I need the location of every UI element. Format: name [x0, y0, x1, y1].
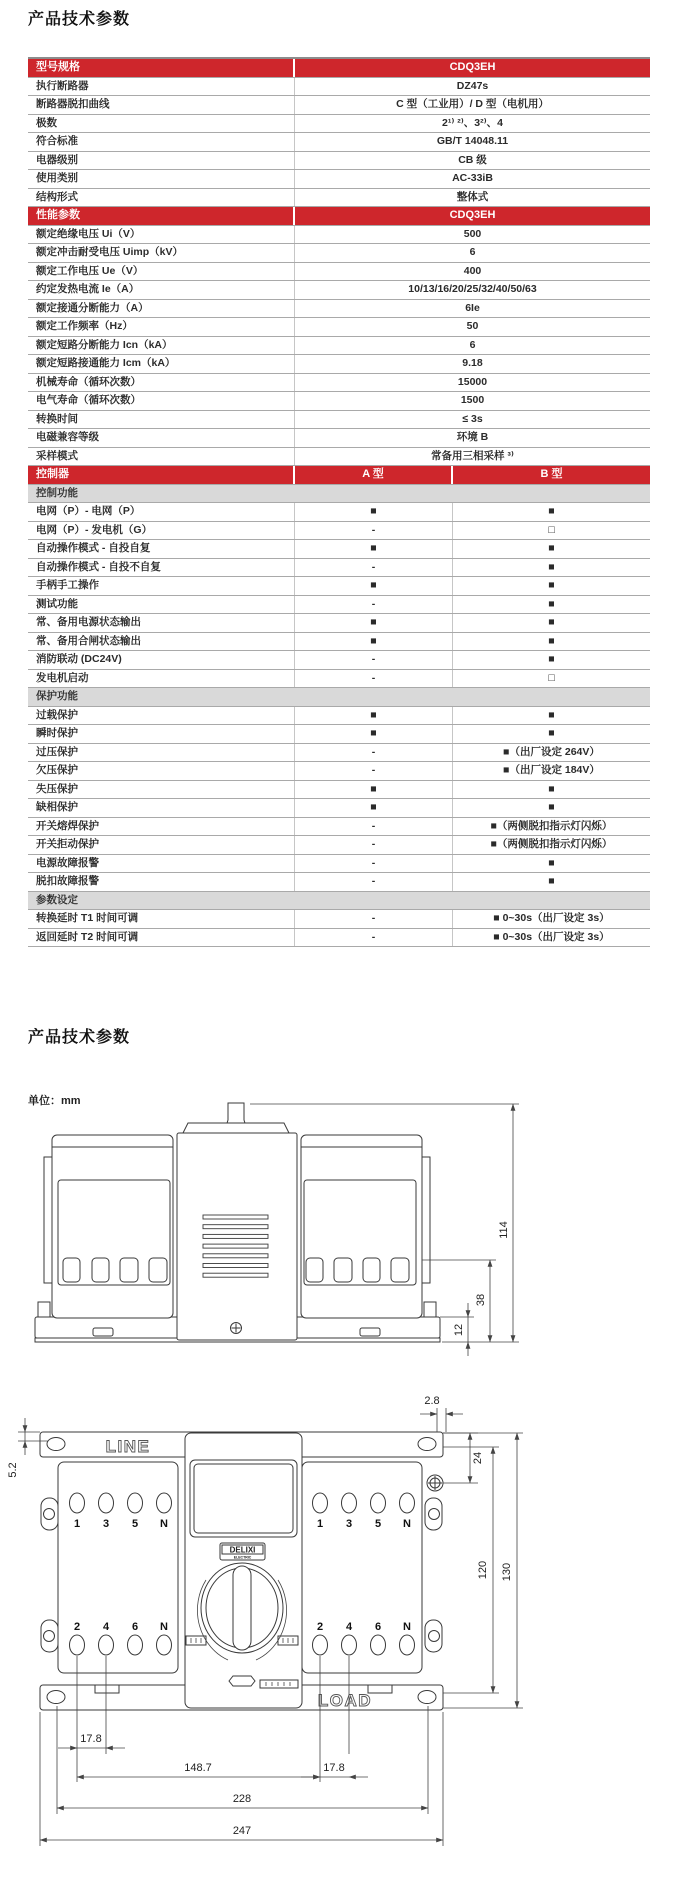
table-row: [28, 170, 650, 189]
spec-table: [28, 57, 650, 947]
col-b-value: ■（两侧脱扣指示灯闪烁）: [490, 819, 613, 832]
table-row: [28, 929, 650, 948]
row-label: 额定短路分断能力 Icn（kA）: [28, 337, 295, 355]
table-row: [28, 392, 650, 411]
col-a-value: ■: [295, 614, 453, 632]
table-row: [28, 263, 650, 282]
dim-plate-offset: 5.2: [7, 1462, 19, 1478]
col-a-value: -: [295, 596, 453, 614]
col-b-value: ■: [548, 782, 555, 795]
table-header-row: [28, 466, 650, 485]
row-value: CB 级: [458, 153, 487, 166]
col-b-value: B 型: [540, 468, 563, 480]
col-a-value: ■: [295, 577, 453, 595]
row-label: 电气寿命（循环次数）: [28, 392, 295, 410]
dim-overall-height: 114: [498, 1221, 510, 1239]
top-view-drawing: [0, 1390, 678, 1870]
table-row: [28, 614, 650, 633]
table-row: [28, 781, 650, 800]
col-b-value: ■: [548, 542, 555, 554]
table-row: [28, 522, 650, 541]
table-row: [28, 799, 650, 818]
row-label: 额定工作电压 Ue（V）: [28, 263, 295, 281]
row-label: 失压保护: [28, 781, 295, 799]
col-a-value: ■: [295, 540, 453, 558]
row-value: 50: [466, 320, 479, 332]
row-label: 欠压保护: [28, 762, 295, 780]
row-label: 电源故障报警: [28, 855, 295, 873]
table-row: [28, 226, 650, 245]
table-row: [28, 448, 650, 467]
front-elevation-drawing: [0, 1100, 678, 1390]
table-row: [28, 744, 650, 763]
svg-text:3: 3: [102, 1518, 110, 1530]
col-b-value: ■ 0~30s（出厂设定 3s）: [493, 912, 610, 924]
knob-grip: [233, 1566, 251, 1650]
table-row: [28, 96, 650, 115]
col-a-value: ■: [295, 707, 453, 725]
col-a-value: -: [295, 929, 453, 947]
page-title: 产品技术参数: [28, 11, 131, 28]
row-label: 控制器: [28, 466, 295, 484]
row-label: 约定发热电流 Ie（A）: [28, 281, 295, 299]
col-b-value: ■（两侧脱扣指示灯闪烁）: [490, 838, 613, 850]
col-a-value: -: [295, 836, 453, 854]
row-label: 常、备用合闸状态输出: [28, 633, 295, 651]
col-a-value: -: [295, 744, 453, 762]
row-value: 6Ie: [465, 301, 480, 314]
row-label: 机械寿命（循环次数）: [28, 374, 295, 392]
row-label: 脱扣故障报警: [28, 873, 295, 891]
brand-sub: ELECTRIC: [233, 1555, 252, 1560]
section-label: 控制功能: [36, 486, 78, 499]
dim-pitch-right: 17.8: [323, 1762, 345, 1774]
left-breaker-module: [52, 1135, 173, 1318]
row-value: CDQ3EH: [449, 209, 496, 221]
row-label: 断路器脱扣曲线: [28, 96, 295, 114]
table-row: [28, 411, 650, 430]
table-row: [28, 707, 650, 726]
col-b-value: ■: [548, 634, 555, 647]
row-label: 自动操作模式 - 自投自复: [28, 540, 295, 558]
row-value: ≤ 3s: [462, 412, 483, 425]
row-label: 结构形式: [28, 189, 295, 207]
svg-text:N: N: [160, 1621, 168, 1633]
table-row: [28, 337, 650, 356]
table-row: [28, 855, 650, 874]
table-row: [28, 670, 650, 689]
row-value: 500: [463, 227, 482, 240]
table-row: [28, 596, 650, 615]
row-label: 开关熔焊保护: [28, 818, 295, 836]
row-value: 15000: [457, 375, 488, 388]
dim-pitch-left: 17.8: [80, 1733, 102, 1745]
col-a-value: -: [295, 818, 453, 836]
row-label: 返回延时 T2 时间可调: [28, 929, 295, 947]
row-label: 额定工作频率（Hz）: [28, 318, 295, 336]
table-row: [28, 559, 650, 578]
table-row: [28, 318, 650, 337]
load-label: LOAD: [317, 1691, 373, 1710]
table-row: [28, 762, 650, 781]
svg-text:5: 5: [374, 1518, 382, 1530]
row-label: 型号规格: [28, 59, 295, 77]
col-b-value: ■: [548, 505, 555, 517]
col-b-value: ■: [548, 616, 555, 628]
row-label: 符合标准: [28, 133, 295, 151]
line-label: LINE: [105, 1437, 151, 1456]
row-label: 测试功能: [28, 596, 295, 614]
row-value: AC-33iB: [452, 172, 493, 184]
col-b-value: ■: [548, 579, 555, 591]
row-value: DZ47s: [456, 79, 489, 92]
svg-text:2: 2: [73, 1621, 81, 1633]
row-label: 发电机启动: [28, 670, 295, 688]
row-value: 6: [469, 338, 476, 351]
section-label: 保护功能: [36, 690, 78, 702]
row-label: 过载保护: [28, 707, 295, 725]
table-row: [28, 577, 650, 596]
svg-text:N: N: [403, 1518, 411, 1530]
svg-text:2: 2: [316, 1621, 324, 1633]
table-row: [28, 189, 650, 208]
table-row: [28, 503, 650, 522]
dim-overall-height: 130: [501, 1562, 513, 1582]
row-value: C 型（工业用）/ D 型（电机用）: [396, 98, 549, 110]
table-row: [28, 873, 650, 892]
dim-span: 148.7: [184, 1762, 212, 1774]
col-a-value: ■: [295, 781, 453, 799]
col-a-value: -: [295, 855, 453, 873]
table-row: [28, 281, 650, 300]
svg-text:N: N: [403, 1621, 411, 1633]
table-section-row: [28, 892, 650, 911]
col-b-value: □: [548, 523, 555, 536]
row-value: 400: [463, 264, 482, 277]
row-value: 整体式: [456, 190, 489, 203]
table-row: [28, 133, 650, 152]
table-row: [28, 540, 650, 559]
row-value: GB/T 14048.11: [436, 135, 509, 147]
table-row: [28, 78, 650, 97]
screw-icon: [231, 1323, 242, 1334]
col-a-value: ■: [295, 725, 453, 743]
table-row: [28, 244, 650, 263]
col-a-value: ■: [295, 503, 453, 521]
table-row: [28, 633, 650, 652]
row-label: 使用类别: [28, 170, 295, 188]
svg-text:4: 4: [102, 1621, 110, 1633]
section-label: 参数设定: [36, 893, 78, 906]
row-label: 电器级别: [28, 152, 295, 170]
table-row: [28, 355, 650, 374]
row-value: 10/13/16/20/25/32/40/50/63: [408, 283, 537, 295]
table-row: [28, 300, 650, 319]
row-label: 额定接通分断能力（A）: [28, 300, 295, 318]
row-label: 过压保护: [28, 744, 295, 762]
col-a-value: -: [295, 910, 453, 928]
row-value: CDQ3EH: [449, 61, 496, 73]
col-a-value: -: [295, 873, 453, 891]
svg-text:4: 4: [345, 1621, 353, 1633]
dimensions-section-title: 产品技术参数: [28, 1029, 131, 1046]
dim-hole-span: 228: [232, 1793, 252, 1805]
row-label: 采样模式: [28, 448, 295, 466]
col-b-value: ■（出厂设定 184V）: [503, 764, 600, 776]
brand-name: DELIXI: [229, 1545, 256, 1555]
row-label: 常、备用电源状态输出: [28, 614, 295, 632]
table-section-row: [28, 485, 650, 504]
col-b-value: ■: [548, 727, 555, 739]
row-label: 瞬时保护: [28, 725, 295, 743]
col-b-value: ■ 0~30s（出厂设定 3s）: [493, 930, 610, 943]
svg-text:1: 1: [316, 1518, 324, 1530]
svg-text:3: 3: [345, 1518, 353, 1530]
row-label: 手柄手工操作: [28, 577, 295, 595]
row-label: 电网（P）- 电网（P）: [28, 503, 295, 521]
table-header-row: [28, 59, 650, 78]
row-value: 2¹⁾ ²⁾、3²⁾、4: [441, 116, 503, 129]
table-section-row: [28, 688, 650, 707]
dim-body-height: 120: [477, 1560, 489, 1580]
table-row: [28, 836, 650, 855]
row-label: 电网（P）- 发电机（G）: [28, 522, 295, 540]
col-b-value: ■: [548, 708, 555, 721]
row-value: 常备用三相采样 ³⁾: [431, 449, 514, 462]
dim-hole-offset: 2.8: [424, 1395, 440, 1407]
col-b-value: ■: [548, 653, 555, 665]
row-label: 额定冲击耐受电压 Uimp（kV）: [28, 244, 295, 262]
table-row: [28, 374, 650, 393]
table-header-row: [28, 207, 650, 226]
col-b-value: ■: [548, 801, 555, 813]
table-row: [28, 152, 650, 171]
row-label: 额定绝缘电压 Ui（V）: [28, 226, 295, 244]
dim-overall-width: 247: [232, 1825, 252, 1837]
col-a-value: -: [295, 559, 453, 577]
table-row: [28, 725, 650, 744]
svg-text:1: 1: [73, 1518, 81, 1530]
col-a-value: ■: [295, 799, 453, 817]
col-b-value: ■: [548, 875, 555, 887]
row-label: 转换延时 T1 时间可调: [28, 910, 295, 928]
svg-text:6: 6: [131, 1621, 139, 1633]
table-row: [28, 429, 650, 448]
svg-text:5: 5: [131, 1518, 139, 1530]
col-a-value: -: [295, 762, 453, 780]
table-row: [28, 910, 650, 929]
dim-terminal-height: 38: [475, 1293, 487, 1307]
row-label: 开关拒动保护: [28, 836, 295, 854]
row-label: 执行断路器: [28, 78, 295, 96]
row-label: 缺相保护: [28, 799, 295, 817]
row-value: 6: [469, 246, 476, 258]
col-a-value: A 型: [295, 466, 453, 484]
dim-base-height: 12: [453, 1323, 465, 1337]
row-label: 消防联动 (DC24V): [28, 651, 295, 669]
row-label: 额定短路接通能力 Icm（kA）: [28, 355, 295, 373]
row-label: 自动操作模式 - 自投不自复: [28, 559, 295, 577]
col-b-value: ■: [548, 597, 555, 610]
corner-screw-icon: [427, 1475, 443, 1491]
col-b-value: ■: [548, 856, 555, 869]
svg-text:N: N: [160, 1518, 168, 1530]
right-breaker-module: [301, 1135, 422, 1318]
row-label: 极数: [28, 115, 295, 133]
row-label: 性能参数: [28, 207, 295, 225]
col-a-value: -: [295, 651, 453, 669]
col-b-value: □: [548, 671, 555, 684]
row-label: 转换时间: [28, 411, 295, 429]
row-value: 9.18: [462, 357, 483, 369]
col-b-value: ■（出厂设定 264V）: [503, 745, 600, 758]
svg-text:6: 6: [374, 1621, 382, 1633]
table-row: [28, 818, 650, 837]
col-a-value: -: [295, 522, 453, 540]
col-b-value: ■: [548, 560, 555, 573]
table-row: [28, 651, 650, 670]
col-a-value: ■: [295, 633, 453, 651]
row-value: 1500: [460, 394, 485, 406]
left-pole-block: [58, 1462, 178, 1673]
dim-screw-offset: 24: [472, 1451, 484, 1465]
col-a-value: -: [295, 670, 453, 688]
row-label: 电磁兼容等级: [28, 429, 295, 447]
table-row: [28, 115, 650, 134]
unit-label: 单位：mm: [28, 1095, 81, 1107]
ventilation-slats: [203, 1215, 268, 1277]
row-value: 环境 B: [456, 431, 489, 443]
